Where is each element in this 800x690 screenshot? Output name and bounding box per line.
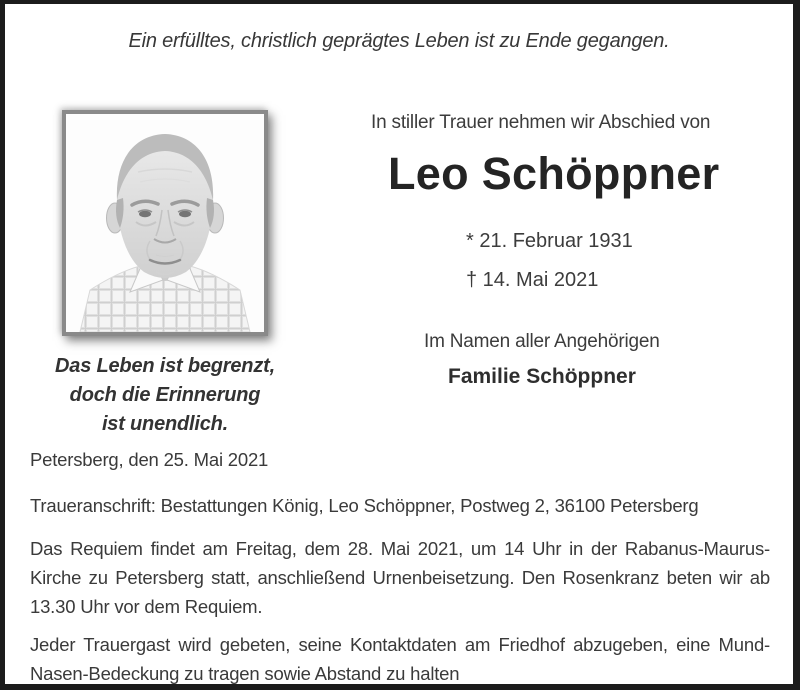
life-dates	[466, 230, 633, 308]
announcement-intro: In stiller Trauer nehmen wir Abschied von	[371, 112, 711, 133]
dateline: Petersberg, den 25. Mai 2021	[30, 449, 269, 470]
mourning-address: Traueranschrift: Bestattungen König, Leo Schöppner, Postweg 2, 36100 Petersberg	[30, 495, 699, 516]
portrait-image	[66, 114, 264, 332]
covid-paragraph	[30, 630, 770, 688]
caption-line: Das Leben ist begrenzt,	[55, 355, 275, 377]
family-name: Familie Schöppner	[448, 365, 636, 388]
deceased-name: Leo Schöppner	[388, 148, 720, 199]
caption-line: ist unendlich.	[101, 413, 229, 435]
motto-line: Ein erfülltes, christlich geprägtes Leben ist zu Ende gegangen.	[128, 30, 670, 52]
covid-line: Jeder Trauergast wird gebeten, seine Kontaktdaten am Friedhof abzugeben, eine Mund-	[30, 634, 770, 655]
caption-line: doch die Erinnerung	[69, 384, 261, 406]
requiem-line: Kirche zu Petersberg statt, anschließend Urnenbeisetzung. Den Rosenkranz beten wir ab	[30, 567, 770, 588]
requiem-line: 13.30 Uhr vor dem Requiem.	[30, 596, 263, 617]
requiem-paragraph	[30, 534, 770, 621]
death-date: † 14. Mai 2021	[466, 269, 599, 291]
family-intro: Im Namen aller Angehörigen	[424, 331, 660, 352]
details-block	[30, 445, 770, 688]
birth-date: * 21. Februar 1931	[466, 230, 633, 252]
requiem-line: Das Requiem findet am Freitag, dem 28. Mai 2021, um 14 Uhr in der Rabanus-Maurus-	[30, 538, 770, 559]
portrait-photo	[62, 110, 268, 336]
photo-caption	[35, 352, 295, 439]
covid-line: Nasen-Bedeckung zu tragen sowie Abstand zu halten	[30, 663, 460, 684]
